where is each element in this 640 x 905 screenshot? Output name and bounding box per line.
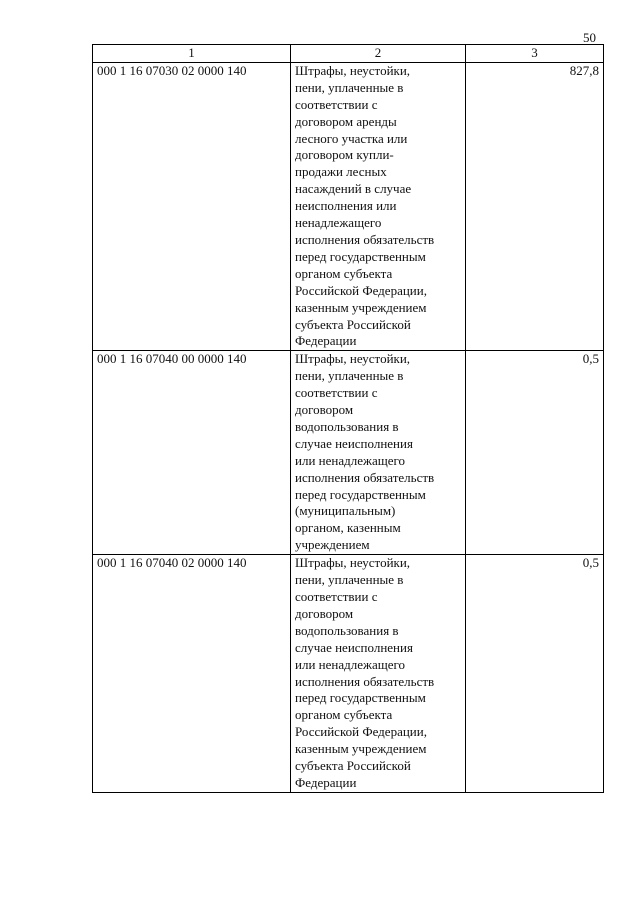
- amount-value: 0,5: [466, 351, 604, 555]
- revenue-name-line: субъекта Российской: [295, 758, 411, 774]
- revenue-name-line: казенным учреждением: [295, 741, 427, 757]
- revenue-name-line: пени, уплаченные в: [295, 572, 404, 588]
- classification-code: 000 1 16 07040 02 0000 140: [93, 555, 291, 793]
- revenue-name: [291, 351, 466, 555]
- revenue-name-line: Российской Федерации,: [295, 282, 427, 298]
- revenue-name-line: Федерации: [295, 774, 357, 790]
- revenue-name-line: пени, уплаченные в: [295, 368, 404, 384]
- revenue-name-line: договором аренды: [295, 113, 397, 129]
- amount-value: 827,8: [466, 62, 604, 350]
- revenue-name: [291, 62, 466, 350]
- classification-code: 000 1 16 07030 02 0000 140: [93, 62, 291, 350]
- column-header-1: 1: [93, 45, 291, 63]
- revenue-name-line: (муниципальным): [295, 503, 396, 519]
- table-row: [93, 555, 604, 793]
- revenue-name-line: водопользования в: [295, 622, 399, 638]
- classification-code: 000 1 16 07040 00 0000 140: [93, 351, 291, 555]
- column-header-3: 3: [466, 45, 604, 63]
- revenue-name-line: случае неисполнения: [295, 639, 413, 655]
- revenue-name-line: перед государственным: [295, 248, 426, 264]
- revenue-name-line: договором: [295, 402, 354, 418]
- revenue-name-line: соответствии с: [295, 385, 378, 401]
- revenue-name-line: лесного участка или: [295, 130, 408, 146]
- revenue-name-line: ненадлежащего: [295, 215, 382, 231]
- revenue-name-line: исполнения обязательств: [295, 673, 435, 689]
- revenue-name-line: органом субъекта: [295, 265, 393, 281]
- table-row: [93, 62, 604, 350]
- revenue-name-line: Российской Федерации,: [295, 724, 427, 740]
- column-header-2: 2: [291, 45, 466, 63]
- revenue-name-line: субъекта Российской: [295, 316, 411, 332]
- revenue-name-line: неисполнения или: [295, 198, 397, 214]
- revenue-name-line: или ненадлежащего: [295, 452, 406, 468]
- revenue-name-line: соответствии с: [295, 589, 378, 604]
- revenue-name-line: перед государственным: [295, 486, 426, 502]
- page-number: 50: [583, 30, 596, 45]
- revenue-name-line: органом, казенным: [295, 520, 401, 536]
- revenue-name-line: исполнения обязательств: [295, 231, 435, 247]
- revenue-name-line: водопользования в: [295, 418, 399, 434]
- revenue-name-line: Штрафы, неустойки,: [295, 351, 411, 367]
- revenue-name-line: органом субъекта: [295, 707, 393, 723]
- budget-table: [92, 44, 604, 793]
- revenue-name-line: случае неисполнения: [295, 435, 413, 451]
- revenue-name-line: соответствии с: [295, 96, 378, 112]
- revenue-name-line: или ненадлежащего: [295, 656, 406, 672]
- table-row: [93, 351, 604, 555]
- revenue-name-line: учреждением: [295, 537, 370, 553]
- revenue-name-line: насаждений в случае: [295, 181, 412, 197]
- revenue-name-line: перед государственным: [295, 690, 426, 706]
- amount-value: 0,5: [466, 555, 604, 793]
- revenue-name: [291, 555, 466, 793]
- revenue-name-line: продажи лесных: [295, 164, 387, 180]
- revenue-name-line: договором: [295, 605, 354, 621]
- revenue-name-line: Федерации: [295, 333, 357, 349]
- revenue-name-line: договором купли-: [295, 147, 394, 163]
- table-body: [93, 45, 604, 793]
- header-row: [93, 45, 604, 63]
- revenue-name-line: казенным учреждением: [295, 299, 427, 315]
- revenue-name-line: Штрафы, неустойки,: [295, 62, 411, 78]
- revenue-name-line: пени, уплаченные в: [295, 79, 404, 95]
- revenue-name-line: исполнения обязательств: [295, 469, 435, 485]
- revenue-name-line: Штрафы, неустойки,: [295, 555, 411, 571]
